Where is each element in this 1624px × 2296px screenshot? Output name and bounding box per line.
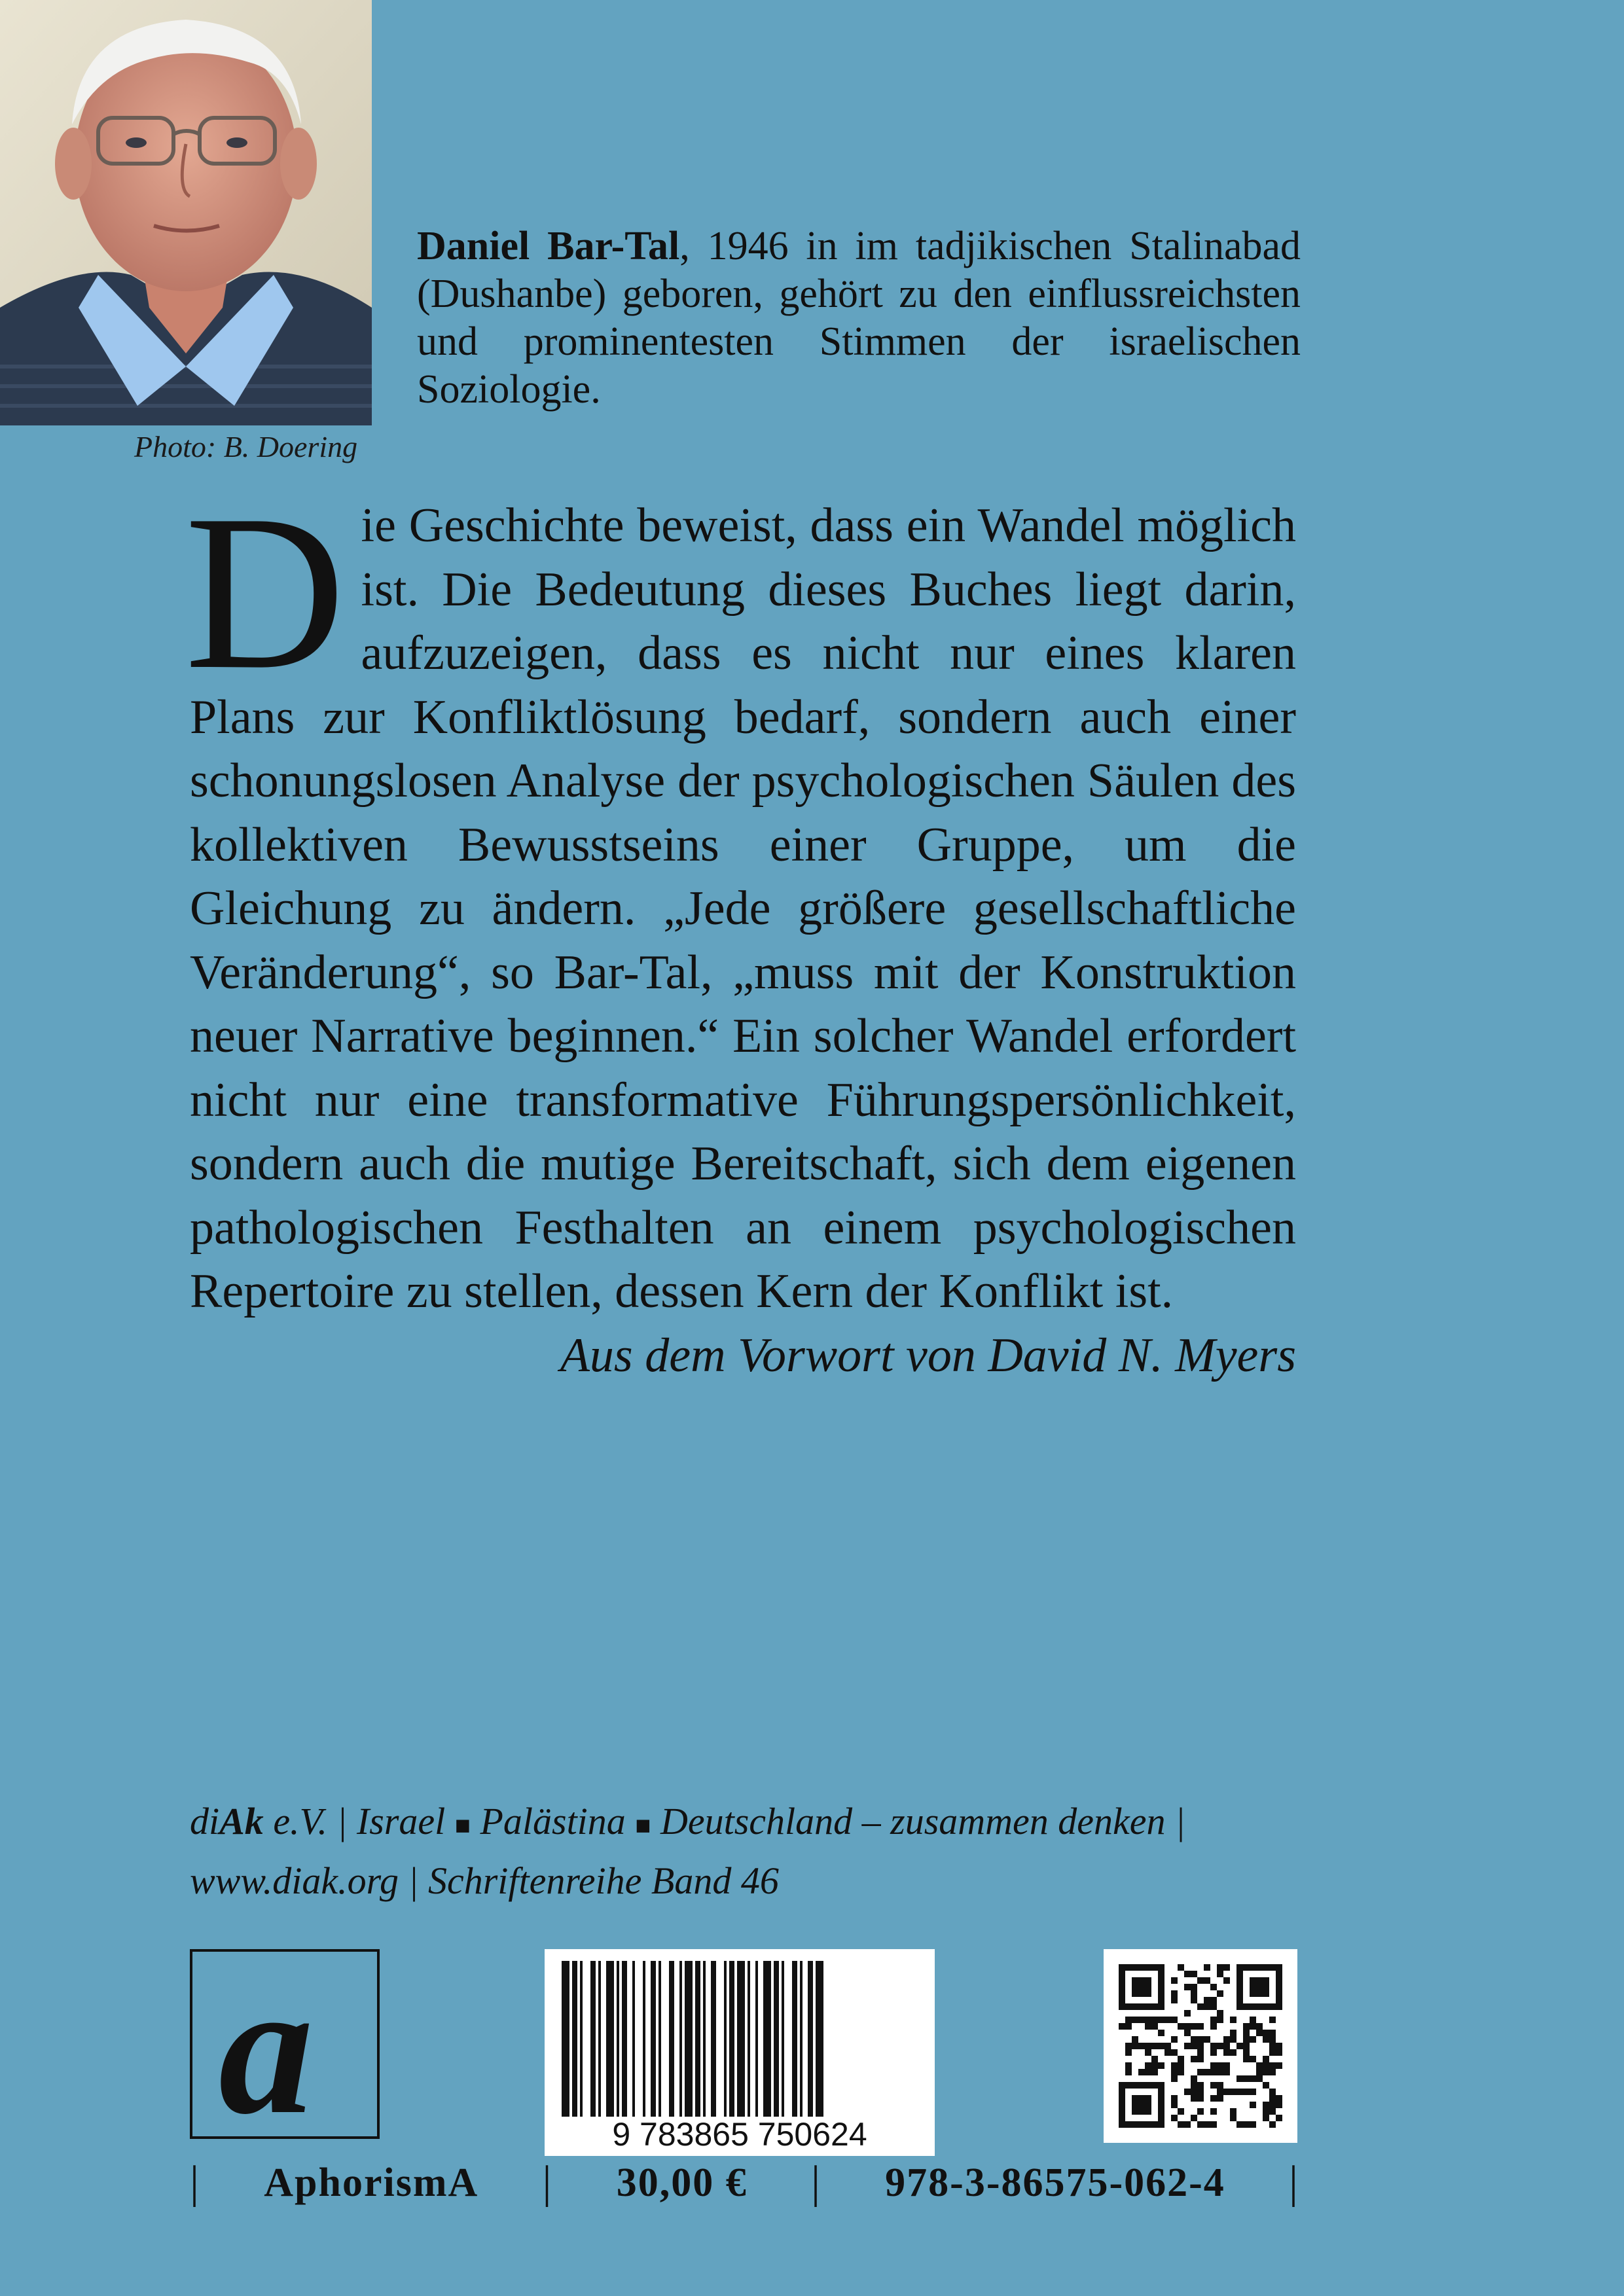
author-name: Daniel Bar-Tal — [417, 224, 680, 268]
series-info — [190, 1793, 1316, 1909]
footer-divider: | — [1288, 2157, 1299, 2208]
isbn-barcode — [545, 1949, 935, 2156]
org-prefix: di — [190, 1800, 220, 1842]
footer-bar — [190, 2157, 1299, 2209]
separator-square: ■ — [635, 1810, 651, 1840]
publisher-logo — [190, 1949, 380, 2139]
author-bio-text: , 1946 in im tadjikischen Stalinabad (Dushanbe) geboren, gehört zu den einflussreichsten und prominentesten Stimmen der israelischen Soziologie. — [417, 224, 1301, 412]
drop-cap: D — [185, 469, 346, 715]
logo-letter: a — [219, 1952, 314, 2136]
isbn: 978-3-86575-062-4 — [885, 2160, 1225, 2205]
author-bio — [417, 223, 1301, 414]
org-bold: Ak — [219, 1800, 264, 1842]
author-photo — [0, 0, 372, 425]
quote-source: Aus dem Vorwort von David N. Myers — [560, 1328, 1296, 1382]
separator-square: ■ — [454, 1810, 471, 1840]
price: 30,00 € — [616, 2160, 748, 2205]
footer-divider: | — [190, 2157, 201, 2208]
series-part-3: Deutschland – zusammen denken | — [651, 1800, 1185, 1842]
org-suffix: e.V. | Israel — [263, 1800, 455, 1842]
photo-credit: Photo: B. Doering — [134, 430, 358, 463]
qr-code — [1104, 1949, 1297, 2143]
book-blurb — [185, 469, 1296, 1388]
footer-divider: | — [542, 2157, 553, 2208]
barcode-digits: 9 783865 750624 — [612, 2116, 867, 2153]
series-line-2: www.diak.org | Schriftenreihe Band 46 — [190, 1859, 779, 1903]
publisher-name: AphorismA — [264, 2160, 479, 2205]
footer-divider: | — [810, 2157, 821, 2208]
series-part-2: Palästina — [470, 1800, 636, 1842]
blurb-text: ie Geschichte beweist, dass ein Wandel möglich ist. Die Bedeutung dieses Buches liegt darin, aufzuzeigen, dass es nicht nur eines klaren Plans zur Konfliktlösung bedarf, sondern auch einer schonungslosen Analyse der psychologischen Säulen des kollektiven Bewusstseins einer Gruppe, um die Gleichung zu ändern. „Jede größere gesellschaftliche Veränderung“, so Bar-Tal, „muss mit der Konstruktion neuer Narrative beginnen.“ Ein solcher Wandel erfordert nicht nur eine transformative Führungspersönlichkeit, sondern auch die mutige Bereitschaft, sich dem eigenen pathologischen Festhalten an einem psychologischen Repertoire zu stellen, dessen Kern der Konflikt ist. — [190, 499, 1296, 1318]
series-line-1 — [190, 1793, 1316, 1853]
